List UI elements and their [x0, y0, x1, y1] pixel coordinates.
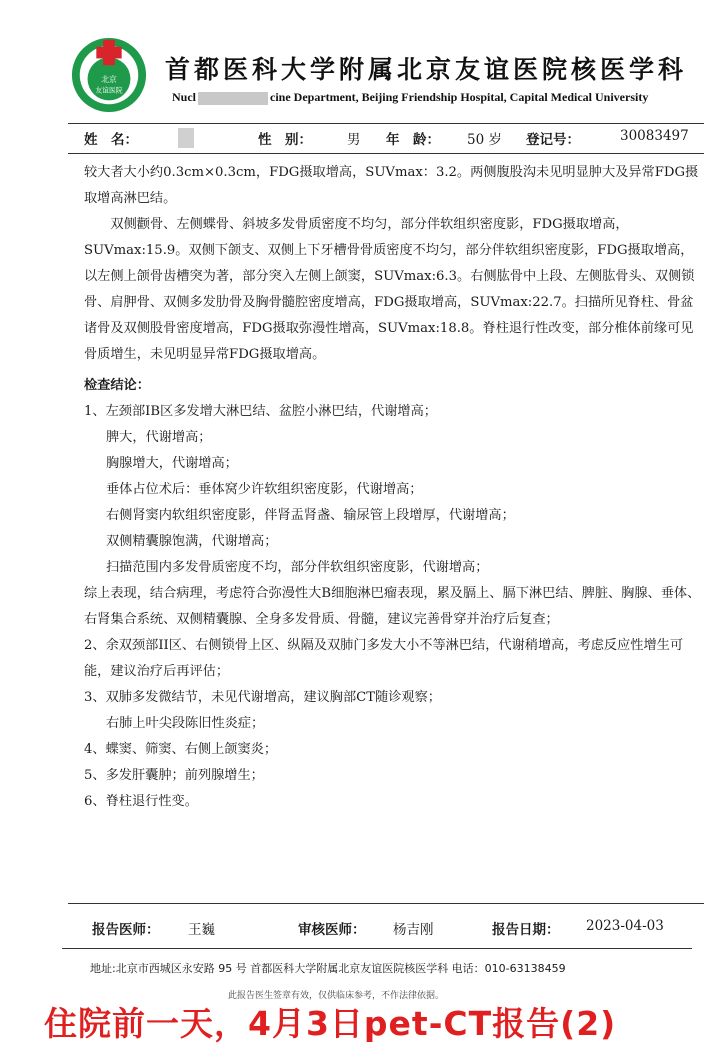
conclusion-title: 检查结论：: [84, 378, 150, 393]
address-line: 地址:北京市西城区永安路 95 号 首都医科大学附属北京友谊医院核医学科 电话：010-63138459: [90, 962, 566, 975]
reviewer-label: 审核医师：: [298, 922, 366, 938]
title-en-prefix: Nucl: [172, 90, 196, 104]
conclusion-item: 6、脊柱退行性变。: [84, 794, 198, 809]
date-label: 报告日期：: [492, 922, 560, 938]
logo-text-line1: 北京: [101, 74, 117, 84]
disclaimer: 此报告医生签章有效，仅供临床参考，不作法律依据。: [228, 991, 445, 1001]
conclusion-list: [84, 399, 704, 815]
report-header: [0, 0, 720, 125]
name-label: 姓 名：: [84, 132, 138, 148]
conclusion-item: 5、多发肝囊肿；前列腺增生；: [84, 768, 264, 783]
conclusion-subitem: 扫描范围内多发骨质密度不均，部分伴软组织密度影，代谢增高；: [106, 560, 489, 575]
redaction-block: [198, 92, 268, 105]
conclusion-subitem: 脾大，代谢增高；: [106, 430, 212, 445]
age-label: 年 龄：: [386, 132, 440, 148]
reviewer-name: 杨吉刚: [393, 922, 434, 938]
hospital-logo: [70, 36, 148, 114]
header-divider: [68, 123, 704, 124]
reg-value: 30083497: [620, 128, 689, 144]
doctor-name: 王巍: [188, 922, 215, 938]
finding-paragraph: 较大者大小约0.3cm×0.3cm，FDG摄取增高，SUVmax：3.2。两侧腹股沟未见明显肿大及异常FDG摄取增高淋巴结。: [84, 165, 699, 206]
report-body: [84, 160, 704, 815]
department-title-cn: 首都医科大学附属北京友谊医院核医学科: [165, 55, 688, 84]
info-divider: [68, 153, 704, 154]
conclusion-subitem: 右肺上叶尖段陈旧性炎症；: [106, 716, 265, 731]
conclusion-item: 4、蝶窦、筛窦、右侧上颌窦炎；: [84, 742, 278, 757]
title-en-suffix: cine Department, Beijing Friendship Hospital, Capital Medical University: [270, 90, 649, 104]
age-value: 50 岁: [467, 132, 502, 148]
department-title-en: [172, 90, 648, 105]
conclusion-item: 3、双肺多发微结节，未见代谢增高，建议胸部CT随诊观察；: [84, 690, 441, 705]
conclusion-item: 综上表现，结合病理，考虑符合弥漫性大B细胞淋巴瘤表现，累及膈上、膈下淋巴结、脾脏、胸腺、垂体、右肾集合系统、双侧精囊腺、全身多发骨质、骨髓，建议完善骨穿并治疗后复查；: [84, 586, 701, 627]
conclusion-subitem: 右侧肾窦内软组织密度影，伴肾盂肾盏、输尿管上段增厚，代谢增高；: [106, 508, 515, 523]
patient-info-row: [0, 128, 720, 148]
gender-value: 男: [347, 132, 361, 148]
conclusion-item: 2、余双颈部II区、右侧锁骨上区、纵隔及双肺门多发大小不等淋巴结，代谢稍增高，考虑反应性增生可能，建议治疗后再评估；: [84, 638, 684, 679]
report-date: 2023-04-03: [586, 918, 664, 934]
conclusion-subitem: 胸腺增大，代谢增高；: [106, 456, 238, 471]
doctor-label: 报告医师：: [92, 922, 160, 938]
gender-label: 性 别：: [258, 132, 312, 148]
conclusion-item: 1、左颈部IB区多发增大淋巴结、盆腔小淋巴结，代谢增高；: [84, 404, 437, 419]
finding-paragraph: 双侧颧骨、左侧蝶骨、斜坡多发骨质密度不均匀，部分伴软组织密度影，FDG摄取增高，SUVmax:15.9。双侧下颌支、双侧上下牙槽骨骨质密度不均匀，部分伴软组织密度影，FDG摄取增高，以左侧上颌骨齿槽突为著，部分突入左侧上颌窦，SUVmax:6.3。右侧肱骨中上段、左侧肱骨头、双侧锁骨、肩胛骨、双侧多发肋骨及胸骨髓腔密度增高，FDG摄取增高，SUVmax:22.7。扫描所见脊柱、骨盆诸骨及双侧股骨密度增高，FDG摄取弥漫性增高，SUVmax:18.8。脊柱退行性改变，部分椎体前缘可见骨质增生，未见明显异常FDG摄取增高。: [84, 217, 695, 362]
logo-text-line2: 友谊医院: [95, 86, 123, 95]
signature-row: [0, 918, 720, 938]
conclusion-subitem: 垂体占位术后：垂体窝少许软组织密度影，代谢增高；: [106, 482, 423, 497]
body-divider: [68, 903, 704, 904]
conclusion-subitem: 双侧精囊腺饱满，代谢增高；: [106, 534, 278, 549]
red-caption: 住院前一天，4月3日pet-CT报告(2): [44, 1004, 617, 1043]
reg-label: 登记号：: [526, 132, 580, 148]
footer-divider: [62, 948, 692, 949]
